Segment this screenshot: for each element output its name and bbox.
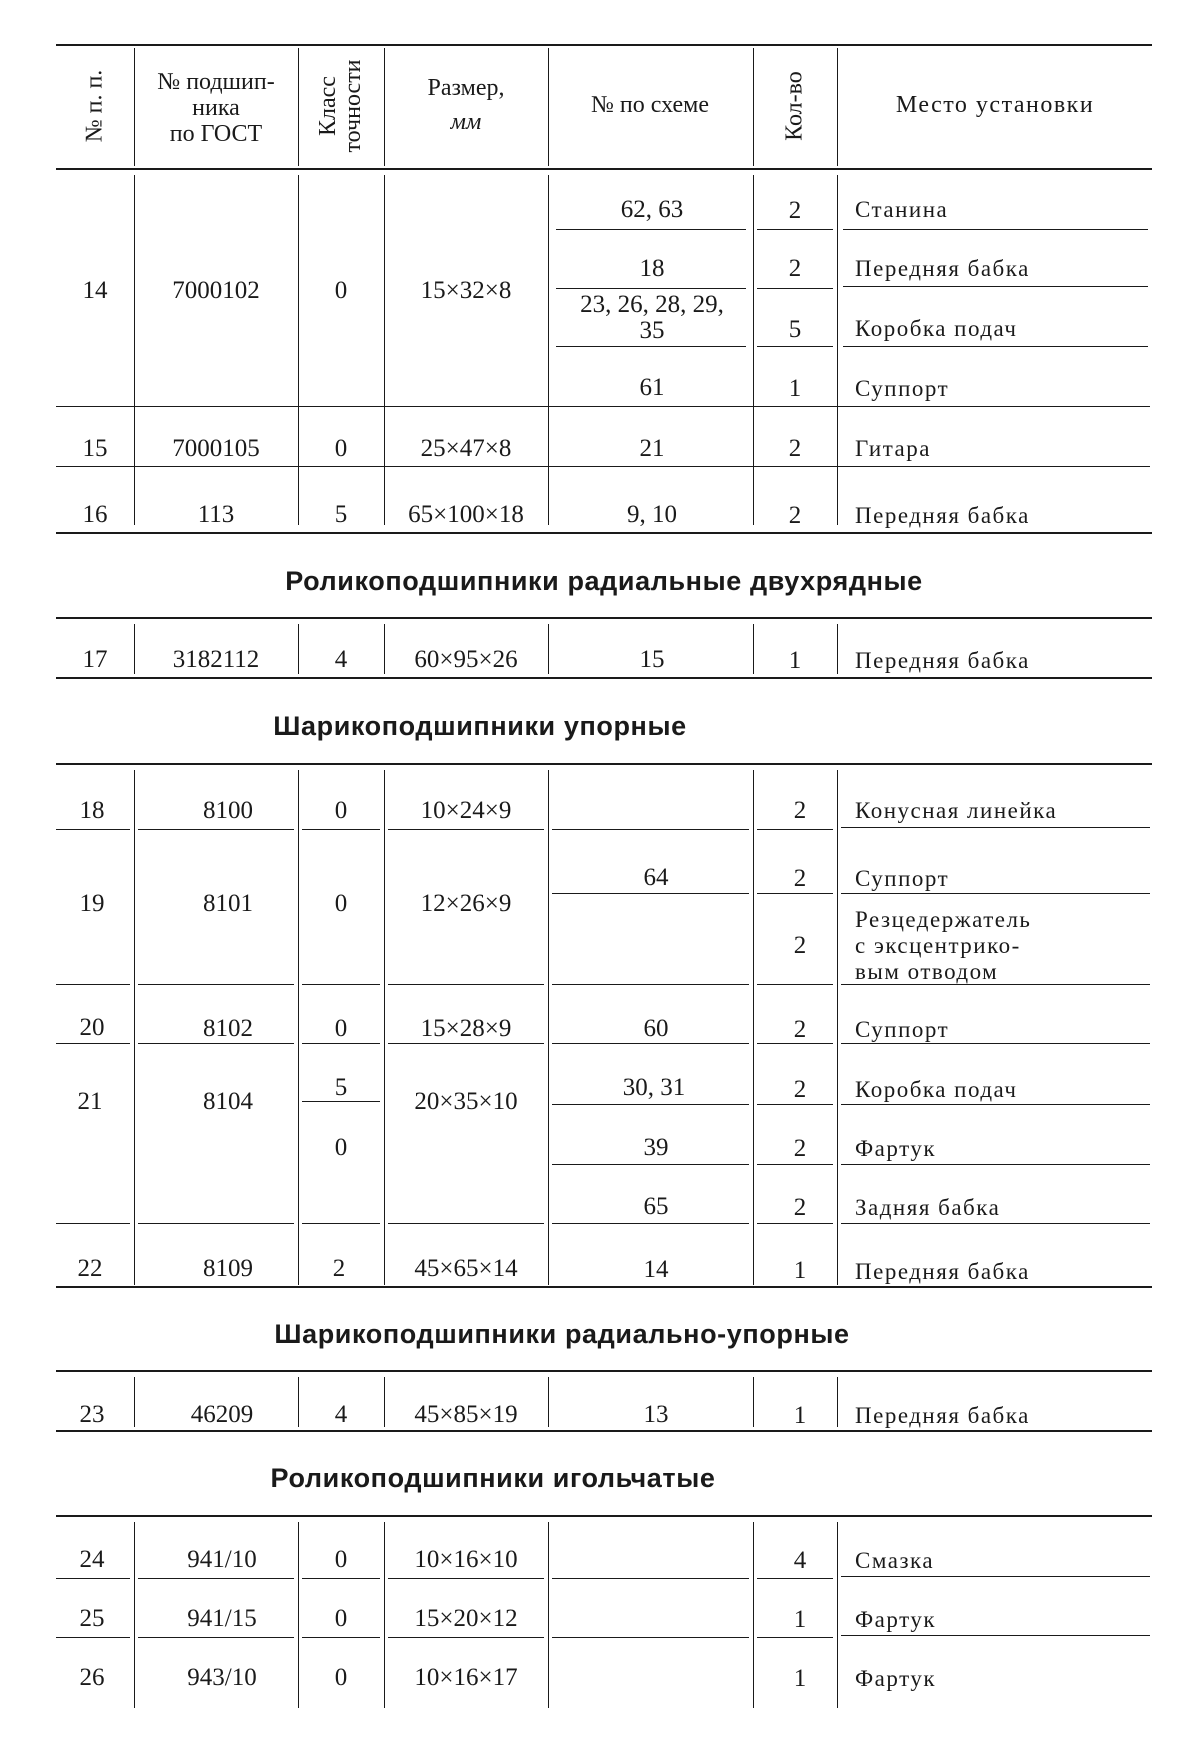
col-divider [298,175,299,525]
section-top-rule [56,1370,1152,1372]
row-rule [552,1637,749,1638]
row-16-gost: 113 [197,501,235,528]
section-title: Роликоподшипники радиальные двухрядные [285,566,923,596]
row-14c-scheme-cont: 35 [639,317,665,344]
row-24-place: Смазка [855,1548,935,1573]
subrow-rule [841,1104,1150,1105]
subrow-rule [556,288,746,289]
header-col-divider [548,48,549,166]
row-24-size: 10×16×10 [414,1546,518,1573]
header-col-divider [837,48,838,166]
row-14b-scheme: 18 [639,255,665,282]
row-14c-place: Коробка подач [855,316,1018,341]
row-20-num: 20 [79,1014,105,1041]
row-rule [56,1637,130,1638]
header-bottom-rule [56,168,1152,170]
row-23-class: 4 [334,1401,348,1428]
row-21a-qty: 2 [793,1076,807,1103]
row-14-gost: 7000102 [172,277,260,304]
row-rule [302,1223,380,1224]
row-19-class: 0 [334,890,348,917]
row-19a-place: Суппорт [855,866,950,891]
row-21-size: 20×35×10 [414,1088,518,1115]
row-25-size: 15×20×12 [414,1605,518,1632]
row-rule [302,984,380,985]
section-bottom-rule [56,1430,1152,1432]
row-21c-qty: 2 [793,1194,807,1221]
row-20-size: 15×28×9 [420,1015,512,1042]
subrow-rule [552,1104,749,1105]
row-26-gost: 943/10 [187,1664,257,1691]
row-15-qty: 2 [788,435,802,462]
row-24-qty: 4 [793,1547,807,1574]
row-rule [552,1223,749,1224]
section-top-rule [56,617,1152,619]
row-19b-place-line2: с эксцентрико- [855,933,1021,958]
header-col-bearing [157,70,274,148]
subrow-rule [757,893,833,894]
col-divider [134,770,135,1285]
row-24-num: 24 [79,1546,105,1573]
row-21b-qty: 2 [793,1135,807,1162]
row-23-num: 23 [79,1401,105,1428]
row-15-gost: 7000105 [172,435,260,462]
col-divider [134,624,135,674]
row-21b-scheme: 39 [643,1134,669,1161]
row-16-place: Передняя бабка [855,503,1030,528]
section-top-rule [56,1515,1152,1517]
header-col-size [428,76,505,136]
row-14a-scheme: 62, 63 [620,196,684,223]
row-rule [552,829,749,830]
col-divider [134,175,135,525]
row-rule [552,984,749,985]
row-18-place: Конусная линейка [855,798,1058,823]
row-20-gost: 8102 [203,1015,253,1042]
row-22-size: 45×65×14 [414,1255,518,1282]
col-divider [384,1522,385,1708]
col-divider [134,1522,135,1708]
row-26-num: 26 [79,1664,105,1691]
subrow-rule [843,229,1148,230]
row-26-class: 0 [334,1664,348,1691]
row-21-gost: 8104 [203,1088,253,1115]
row-17-qty: 1 [788,647,802,674]
row-rule [138,984,294,985]
row-22-qty: 1 [793,1257,807,1284]
row-17-scheme: 15 [639,646,665,673]
row-rule [56,1043,130,1044]
row-rule [388,984,544,985]
row-16-num: 16 [82,501,108,528]
row-15-size: 25×47×8 [420,435,512,462]
col-divider [548,770,549,1285]
row-18-gost: 8100 [203,797,253,824]
row-rule [302,829,380,830]
row-14d-scheme: 61 [639,374,665,401]
col-divider [753,770,754,1285]
row-21c-scheme: 65 [643,1193,669,1220]
col-divider [837,175,838,525]
col-divider [548,624,549,674]
header-col-size-label: Размер, [427,75,505,101]
row-24-class: 0 [334,1546,348,1573]
row-19-num: 19 [79,890,105,917]
row-rule [388,1637,544,1638]
section-title: Шарикоподшипники упорные [273,711,687,741]
row-20-class: 0 [334,1015,348,1042]
row-19b-place-line3: вым отводом [855,959,999,984]
row-rule [302,1578,380,1579]
col-divider [753,1377,754,1427]
row-21-class-a: 5 [334,1074,348,1101]
row-rule [138,829,294,830]
row-17-gost: 3182112 [172,646,260,673]
subrow-rule [843,346,1148,347]
row-14b-qty: 2 [788,255,802,282]
col-divider [753,175,754,525]
row-15-num: 15 [82,435,108,462]
row-rule [841,1576,1150,1577]
row-25-gost: 941/15 [187,1605,257,1632]
row-23-scheme: 13 [643,1401,669,1428]
row-16-class: 5 [334,501,348,528]
row-21-num: 21 [77,1088,103,1115]
row-16-qty: 2 [788,502,802,529]
row-23-place: Передняя бабка [855,1403,1030,1428]
row-19a-qty: 2 [793,865,807,892]
row-rule [552,1578,749,1579]
col-divider [548,1377,549,1427]
col-divider [298,770,299,1285]
row-26-place: Фартук [855,1666,936,1691]
header-col-class-line: Класс [314,76,341,136]
col-divider [298,1522,299,1708]
subrow-rule [556,229,746,230]
row-rule [757,984,833,985]
row-rule [56,1578,130,1579]
section-title: Роликоподшипники игольчатые [270,1463,716,1493]
row-rule [302,1043,380,1044]
row-20-place: Суппорт [855,1017,950,1042]
row-18-qty: 2 [793,797,807,824]
row-21a-place: Коробка подач [855,1077,1018,1102]
header-col-bearing-line: ника [192,94,240,121]
row-15-place: Гитара [855,436,931,461]
row-18-class: 0 [334,797,348,824]
section-bottom-rule [56,677,1152,679]
row-19b-place-line1: Резцедержатель [855,907,1032,932]
header-col-place: Место установки [895,92,1095,118]
row-25-qty: 1 [793,1606,807,1633]
row-rule [138,1043,294,1044]
col-divider [384,624,385,674]
row-25-class: 0 [334,1605,348,1632]
row-rule [56,406,1150,407]
row-22-place: Передняя бабка [855,1259,1030,1284]
subrow-rule [757,346,833,347]
row-21a-scheme: 30, 31 [622,1074,686,1101]
row-rule [757,1578,833,1579]
row-rule [138,1637,294,1638]
header-col-size-unit: мм [450,108,482,135]
header-col-class-line: точности [340,59,366,153]
row-16-size: 65×100×18 [408,501,524,528]
col-divider [837,1377,838,1427]
row-19-gost: 8101 [203,890,253,917]
row-rule [757,1043,833,1044]
col-divider [837,624,838,674]
block-bottom-rule [56,532,1152,534]
header-col-number: № п. п. [81,69,108,143]
row-19b-qty: 2 [793,932,807,959]
header-col-divider [134,48,135,166]
row-15-class: 0 [334,435,348,462]
row-18-size: 10×24×9 [420,797,512,824]
header-col-bearing-line: № подшип- [157,69,275,95]
subrow-rule [552,893,749,894]
row-14d-place: Суппорт [855,376,950,401]
row-rule [56,984,130,985]
subrow-rule [552,1164,749,1165]
row-rule [138,1578,294,1579]
row-15-scheme: 21 [639,435,665,462]
header-col-divider [753,48,754,166]
row-rule [841,1223,1150,1224]
subrow-rule [757,1164,833,1165]
header-col-qty: Кол-во [781,71,808,141]
row-rule [757,1637,833,1638]
row-rule [757,829,833,830]
row-14-num: 14 [82,277,108,304]
row-20-scheme: 60 [643,1015,669,1042]
row-rule [388,1223,544,1224]
section-title: Шарикоподшипники радиально-упорные [274,1319,850,1349]
row-20-qty: 2 [793,1016,807,1043]
row-17-size: 60×95×26 [414,646,518,673]
row-rule [388,1043,544,1044]
row-14a-place: Станина [855,197,949,222]
col-divider [134,1377,135,1427]
col-divider [548,1522,549,1708]
subrow-rule [843,286,1148,287]
col-divider [837,770,838,1285]
col-divider [548,175,549,525]
col-divider [837,1522,838,1708]
row-14-size: 15×32×8 [420,277,512,304]
header-col-class [316,59,366,152]
subrow-rule [757,1104,833,1105]
col-divider [298,624,299,674]
row-14a-qty: 2 [788,197,802,224]
row-23-size: 45×85×19 [414,1401,518,1428]
row-rule [757,1223,833,1224]
row-21b-place: Фартук [855,1136,936,1161]
row-rule [841,984,1150,985]
row-rule [552,1043,749,1044]
row-14-class: 0 [334,277,348,304]
row-24-gost: 941/10 [187,1546,257,1573]
row-22-class: 2 [332,1255,346,1282]
subrow-rule [556,346,746,347]
row-rule [56,1223,130,1224]
section-top-rule [56,763,1152,765]
row-26-size: 10×16×17 [414,1664,518,1691]
col-divider [384,770,385,1285]
row-23-qty: 1 [793,1402,807,1429]
subrow-rule [757,288,833,289]
subrow-rule [841,1164,1150,1165]
row-25-num: 25 [79,1605,105,1632]
row-rule [138,1223,294,1224]
subrow-rule [841,893,1150,894]
row-14c-qty: 5 [788,316,802,343]
row-22-scheme: 14 [643,1256,669,1283]
header-col-bearing-line: по ГОСТ [169,120,263,147]
row-rule [841,827,1150,828]
row-25-place: Фартук [855,1607,936,1632]
header-col-scheme: № по схеме [591,92,709,118]
header-col-divider [298,48,299,166]
row-16-scheme: 9, 10 [627,501,677,528]
row-rule [56,829,130,830]
header-col-divider [384,48,385,166]
row-21c-place: Задняя бабка [855,1195,1001,1220]
table-top-rule [56,44,1152,46]
row-rule [388,1578,544,1579]
row-rule [841,1635,1150,1636]
row-22-num: 22 [77,1255,103,1282]
col-divider [384,1377,385,1427]
row-22-gost: 8109 [203,1255,253,1282]
row-17-class: 4 [334,646,348,673]
block-bottom-rule [56,1286,1152,1288]
row-rule [841,1043,1150,1044]
row-17-num: 17 [82,646,108,673]
row-19a-scheme: 64 [643,864,669,891]
col-divider [384,175,385,525]
col-divider [753,1522,754,1708]
row-26-qty: 1 [793,1665,807,1692]
row-rule [56,466,1150,467]
subrow-rule [302,1101,380,1102]
row-19-size: 12×26×9 [420,890,512,917]
col-divider [298,1377,299,1427]
row-14c-scheme: 23, 26, 28, 29, [580,291,724,318]
row-23-gost: 46209 [190,1401,254,1428]
row-rule [388,829,544,830]
subrow-rule [757,229,833,230]
row-14d-qty: 1 [788,375,802,402]
row-18-num: 18 [79,797,105,824]
row-14b-place: Передняя бабка [855,256,1030,281]
row-rule [302,1637,380,1638]
col-divider [753,624,754,674]
row-17-place: Передняя бабка [855,648,1030,673]
row-21-class-b: 0 [334,1134,348,1161]
